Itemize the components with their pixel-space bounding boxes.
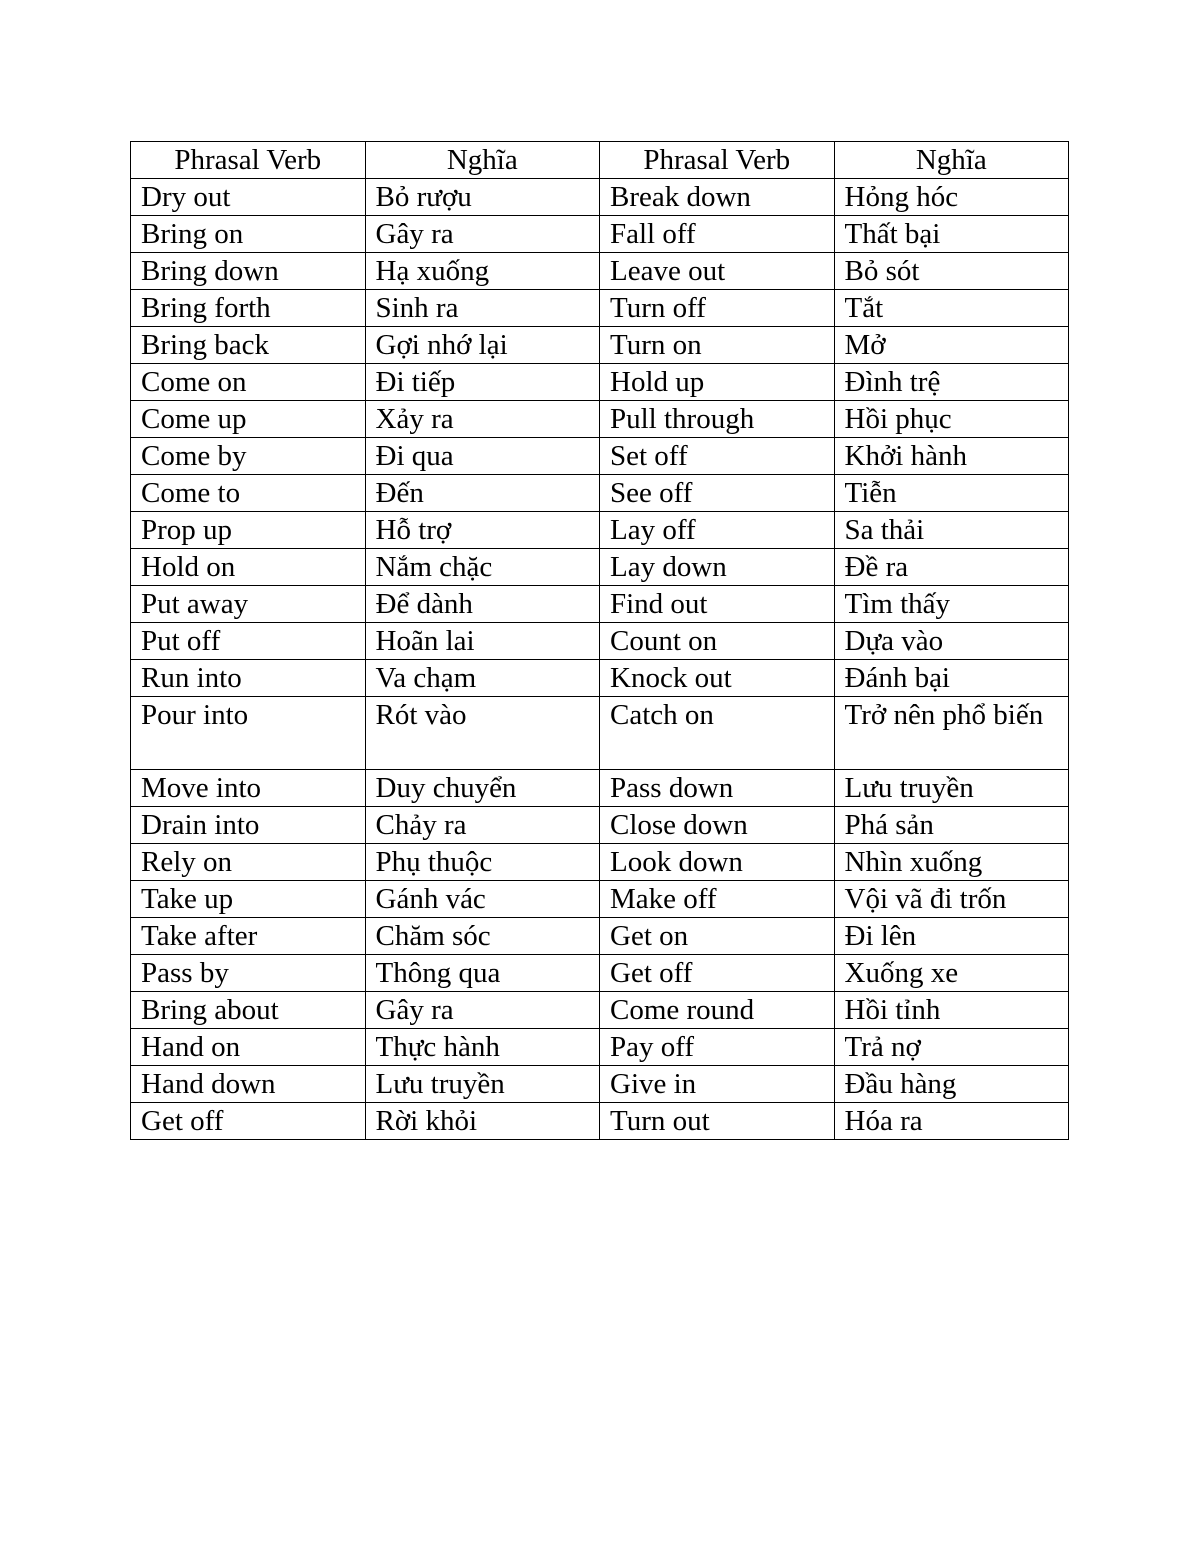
phrasal-verb-cell: Break down <box>600 179 835 216</box>
meaning-cell: Bỏ rượu <box>365 179 600 216</box>
table-row <box>131 697 1069 770</box>
phrasal-verb-cell: Put off <box>131 623 366 660</box>
table-row <box>131 918 1069 955</box>
phrasal-verb-cell: Come up <box>131 401 366 438</box>
meaning-cell: Rót vào <box>365 697 600 770</box>
phrasal-verb-cell: Close down <box>600 807 835 844</box>
phrasal-verb-cell: Take up <box>131 881 366 918</box>
meaning-cell: Bỏ sót <box>834 253 1069 290</box>
phrasal-verb-cell: Prop up <box>131 512 366 549</box>
meaning-cell: Phụ thuộc <box>365 844 600 881</box>
table-row <box>131 327 1069 364</box>
table-row <box>131 955 1069 992</box>
meaning-cell: Gợi nhớ lại <box>365 327 600 364</box>
meaning-cell: Trả nợ <box>834 1029 1069 1066</box>
meaning-cell: Xảy ra <box>365 401 600 438</box>
phrasal-verb-cell: Turn out <box>600 1103 835 1140</box>
meaning-cell: Để dành <box>365 586 600 623</box>
meaning-cell: Đi tiếp <box>365 364 600 401</box>
phrasal-verb-cell: Look down <box>600 844 835 881</box>
table-row <box>131 216 1069 253</box>
meaning-cell: Thất bại <box>834 216 1069 253</box>
phrasal-verb-cell: Bring on <box>131 216 366 253</box>
meaning-cell: Chăm sóc <box>365 918 600 955</box>
meaning-cell: Va chạm <box>365 660 600 697</box>
phrasal-verb-cell: Take after <box>131 918 366 955</box>
meaning-cell: Hạ xuống <box>365 253 600 290</box>
phrasal-verb-cell: Get on <box>600 918 835 955</box>
table-row <box>131 881 1069 918</box>
table-body <box>131 179 1069 1140</box>
phrasal-verb-cell: Bring back <box>131 327 366 364</box>
table-row <box>131 512 1069 549</box>
phrasal-verb-cell: Bring down <box>131 253 366 290</box>
meaning-cell: Lưu truyền <box>365 1066 600 1103</box>
phrasal-verb-cell: Come round <box>600 992 835 1029</box>
phrasal-verb-cell: Come to <box>131 475 366 512</box>
phrasal-verb-cell: Turn off <box>600 290 835 327</box>
table-row <box>131 438 1069 475</box>
phrasal-verb-cell: Turn on <box>600 327 835 364</box>
meaning-cell: Trở nên phổ biến <box>834 697 1069 770</box>
meaning-cell: Thực hành <box>365 1029 600 1066</box>
table-row <box>131 549 1069 586</box>
meaning-cell: Tìm thấy <box>834 586 1069 623</box>
phrasal-verb-cell: Move into <box>131 770 366 807</box>
meaning-cell: Hồi tỉnh <box>834 992 1069 1029</box>
table-row <box>131 807 1069 844</box>
meaning-cell: Hoãn lai <box>365 623 600 660</box>
phrasal-verb-cell: Hold on <box>131 549 366 586</box>
header-meaning-2: Nghĩa <box>834 142 1069 179</box>
meaning-cell: Lưu truyền <box>834 770 1069 807</box>
meaning-cell: Hóa ra <box>834 1103 1069 1140</box>
meaning-cell: Mở <box>834 327 1069 364</box>
phrasal-verb-cell: Get off <box>131 1103 366 1140</box>
table-header-row <box>131 142 1069 179</box>
phrasal-verb-cell: Make off <box>600 881 835 918</box>
phrasal-verb-cell: Fall off <box>600 216 835 253</box>
meaning-cell: Sinh ra <box>365 290 600 327</box>
phrasal-verb-cell: Catch on <box>600 697 835 770</box>
table-row <box>131 253 1069 290</box>
meaning-cell: Dựa vào <box>834 623 1069 660</box>
meaning-cell: Hỗ trợ <box>365 512 600 549</box>
meaning-cell: Rời khỏi <box>365 1103 600 1140</box>
table-row <box>131 475 1069 512</box>
meaning-cell: Đánh bại <box>834 660 1069 697</box>
phrasal-verb-cell: Pour into <box>131 697 366 770</box>
header-phrasal-verb-1: Phrasal Verb <box>131 142 366 179</box>
table-row <box>131 179 1069 216</box>
table-row <box>131 1103 1069 1140</box>
table-row <box>131 586 1069 623</box>
meaning-cell: Hỏng hóc <box>834 179 1069 216</box>
meaning-cell: Phá sản <box>834 807 1069 844</box>
meaning-cell: Duy chuyển <box>365 770 600 807</box>
phrasal-verb-cell: Pay off <box>600 1029 835 1066</box>
phrasal-verb-cell: See off <box>600 475 835 512</box>
phrasal-verb-cell: Put away <box>131 586 366 623</box>
meaning-cell: Đình trệ <box>834 364 1069 401</box>
phrasal-verb-cell: Leave out <box>600 253 835 290</box>
meaning-cell: Đề ra <box>834 549 1069 586</box>
meaning-cell: Đến <box>365 475 600 512</box>
phrasal-verb-cell: Set off <box>600 438 835 475</box>
phrasal-verb-cell: Pass down <box>600 770 835 807</box>
table-row <box>131 401 1069 438</box>
phrasal-verb-cell: Drain into <box>131 807 366 844</box>
phrasal-verb-cell: Give in <box>600 1066 835 1103</box>
phrasal-verb-cell: Find out <box>600 586 835 623</box>
table-row <box>131 992 1069 1029</box>
meaning-cell: Gây ra <box>365 216 600 253</box>
phrasal-verb-cell: Pass by <box>131 955 366 992</box>
phrasal-verb-cell: Hold up <box>600 364 835 401</box>
header-meaning-1: Nghĩa <box>365 142 600 179</box>
table-row <box>131 1066 1069 1103</box>
table-row <box>131 623 1069 660</box>
phrasal-verb-cell: Pull through <box>600 401 835 438</box>
phrasal-verb-cell: Run into <box>131 660 366 697</box>
phrasal-verb-cell: Bring about <box>131 992 366 1029</box>
table-row <box>131 1029 1069 1066</box>
meaning-cell: Khởi hành <box>834 438 1069 475</box>
meaning-cell: Vội vã đi trốn <box>834 881 1069 918</box>
table-row <box>131 364 1069 401</box>
meaning-cell: Đi lên <box>834 918 1069 955</box>
table-row <box>131 660 1069 697</box>
phrasal-verb-cell: Dry out <box>131 179 366 216</box>
phrasal-verb-cell: Come on <box>131 364 366 401</box>
meaning-cell: Hồi phục <box>834 401 1069 438</box>
meaning-cell: Gây ra <box>365 992 600 1029</box>
phrasal-verb-table <box>130 141 1069 1140</box>
meaning-cell: Nắm chặc <box>365 549 600 586</box>
meaning-cell: Sa thải <box>834 512 1069 549</box>
header-phrasal-verb-2: Phrasal Verb <box>600 142 835 179</box>
phrasal-verb-cell: Get off <box>600 955 835 992</box>
phrasal-verb-cell: Count on <box>600 623 835 660</box>
phrasal-verb-cell: Hand on <box>131 1029 366 1066</box>
phrasal-verb-cell: Lay off <box>600 512 835 549</box>
meaning-cell: Đi qua <box>365 438 600 475</box>
meaning-cell: Tiễn <box>834 475 1069 512</box>
phrasal-verb-cell: Bring forth <box>131 290 366 327</box>
meaning-cell: Đầu hàng <box>834 1066 1069 1103</box>
phrasal-verb-cell: Knock out <box>600 660 835 697</box>
phrasal-verb-cell: Hand down <box>131 1066 366 1103</box>
meaning-cell: Xuống xe <box>834 955 1069 992</box>
phrasal-verb-cell: Rely on <box>131 844 366 881</box>
meaning-cell: Tắt <box>834 290 1069 327</box>
meaning-cell: Thông qua <box>365 955 600 992</box>
table-row <box>131 844 1069 881</box>
meaning-cell: Gánh vác <box>365 881 600 918</box>
meaning-cell: Nhìn xuống <box>834 844 1069 881</box>
meaning-cell: Chảy ra <box>365 807 600 844</box>
phrasal-verb-cell: Lay down <box>600 549 835 586</box>
table-row <box>131 770 1069 807</box>
phrasal-verb-cell: Come by <box>131 438 366 475</box>
table-row <box>131 290 1069 327</box>
